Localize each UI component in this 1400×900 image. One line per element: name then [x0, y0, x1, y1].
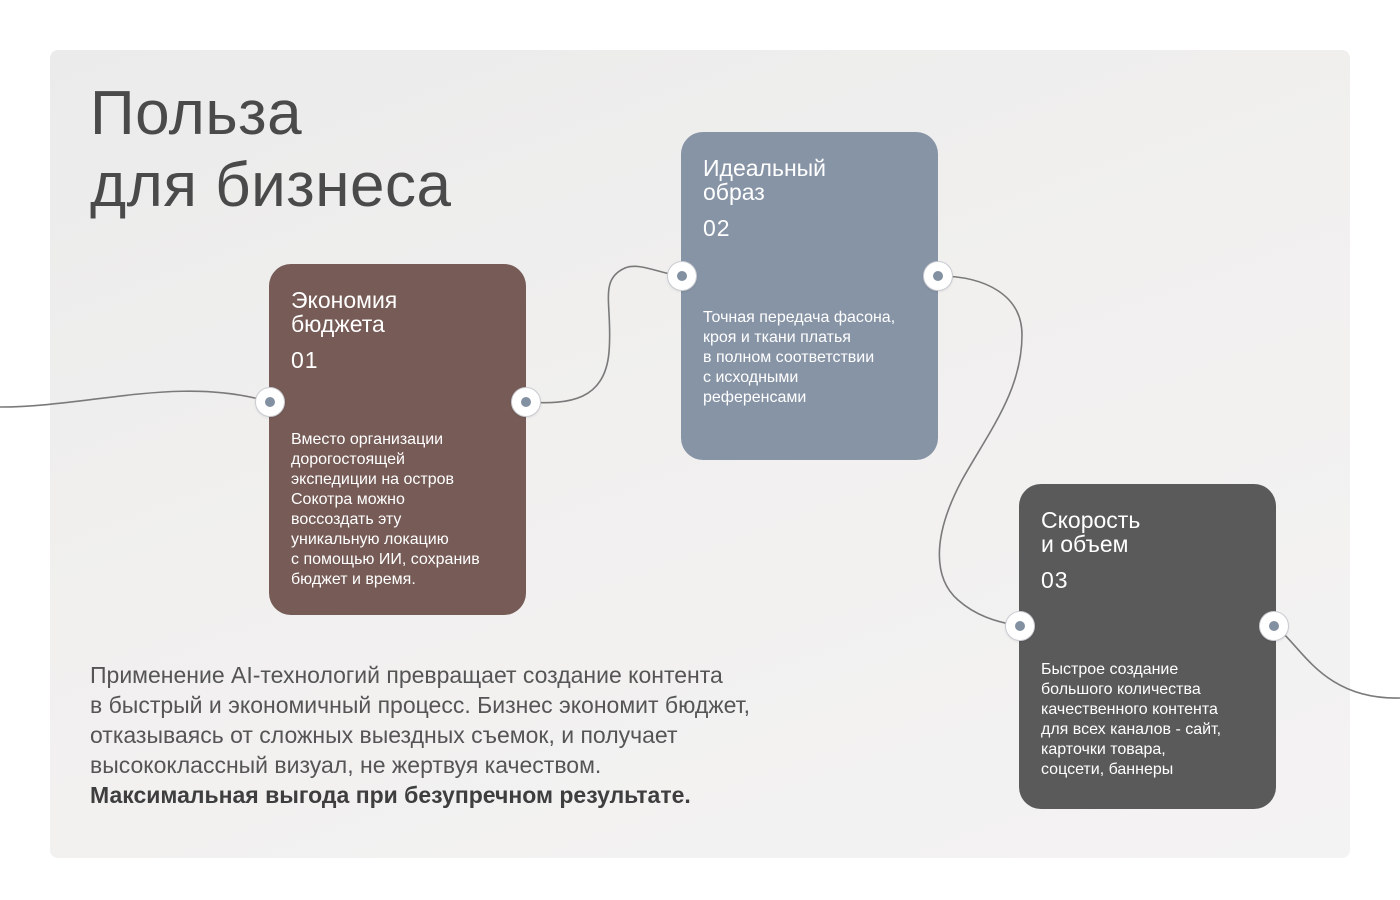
- card-description-line: Точная передача фасона,: [703, 309, 896, 326]
- card-description-line: экспедиции на остров: [291, 471, 455, 488]
- card-description-line: Вместо организации: [291, 431, 444, 448]
- summary-line: высококлассный визуал, не жертвуя качеством.: [90, 752, 602, 778]
- benefit-card-image: [681, 132, 938, 460]
- card-description-line: карточки товара,: [1041, 741, 1166, 758]
- page-title: [90, 78, 451, 222]
- card-title: [291, 288, 504, 336]
- summary-paragraph: [90, 660, 870, 810]
- summary-line: в быстрый и экономичный процесс. Бизнес экономит бюджет,: [90, 692, 751, 718]
- card-description-line: с исходными: [703, 369, 799, 386]
- connector-node-icon: [923, 261, 953, 291]
- page-title-line-1: Польза: [90, 79, 303, 148]
- card-title-line-1: Экономия: [291, 287, 398, 313]
- card-description-line: дорогостоящей: [291, 451, 405, 468]
- card-title: [703, 156, 916, 204]
- card-description-line: референсами: [703, 389, 807, 406]
- benefit-card-speed: [1019, 484, 1276, 809]
- card-number: 03: [1041, 567, 1069, 593]
- connector-node-icon: [667, 261, 697, 291]
- card-number: 01: [291, 347, 319, 373]
- connector-node-icon: [511, 387, 541, 417]
- card-title-line-1: Скорость: [1041, 507, 1141, 533]
- card-description-line: качественного контента: [1041, 701, 1218, 718]
- card-description: [1041, 660, 1262, 780]
- connector-node-icon: [1259, 611, 1289, 641]
- summary-line: отказываясь от сложных выездных съемок, и получает: [90, 722, 678, 748]
- card-description-line: с помощью ИИ, сохранив: [291, 551, 480, 568]
- page-title-line-2: для бизнеса: [90, 151, 452, 220]
- card-description-line: соцсети, баннеры: [1041, 761, 1174, 778]
- connector-node-icon: [1005, 611, 1035, 641]
- card-description-line: Сокотра можно: [291, 491, 405, 508]
- card-description-line: большого количества: [1041, 681, 1201, 698]
- card-description-line: Быстрое создание: [1041, 661, 1179, 678]
- card-title-line-2: и объем: [1041, 531, 1129, 557]
- card-description-line: воссоздать эту: [291, 511, 402, 528]
- benefit-card-budget: [269, 264, 526, 615]
- card-title-line-2: бюджета: [291, 311, 385, 337]
- card-title: [1041, 508, 1254, 556]
- card-title-line-1: Идеальный: [703, 155, 827, 181]
- card-description-line: уникальную локацию: [291, 531, 449, 548]
- card-description-line: для всех каналов - сайт,: [1041, 721, 1222, 738]
- summary-line: Применение AI-технологий превращает создание контента: [90, 662, 723, 688]
- card-number: 02: [703, 215, 731, 241]
- summary-highlight: Максимальная выгода при безупречном результате.: [90, 782, 691, 808]
- card-description: [703, 308, 924, 408]
- card-description-line: бюджет и время.: [291, 571, 416, 588]
- card-description-line: кроя и ткани платья: [703, 329, 851, 346]
- card-description: [291, 430, 512, 590]
- card-description-line: в полном соответствии: [703, 349, 875, 366]
- connector-node-icon: [255, 387, 285, 417]
- card-title-line-2: образ: [703, 179, 765, 205]
